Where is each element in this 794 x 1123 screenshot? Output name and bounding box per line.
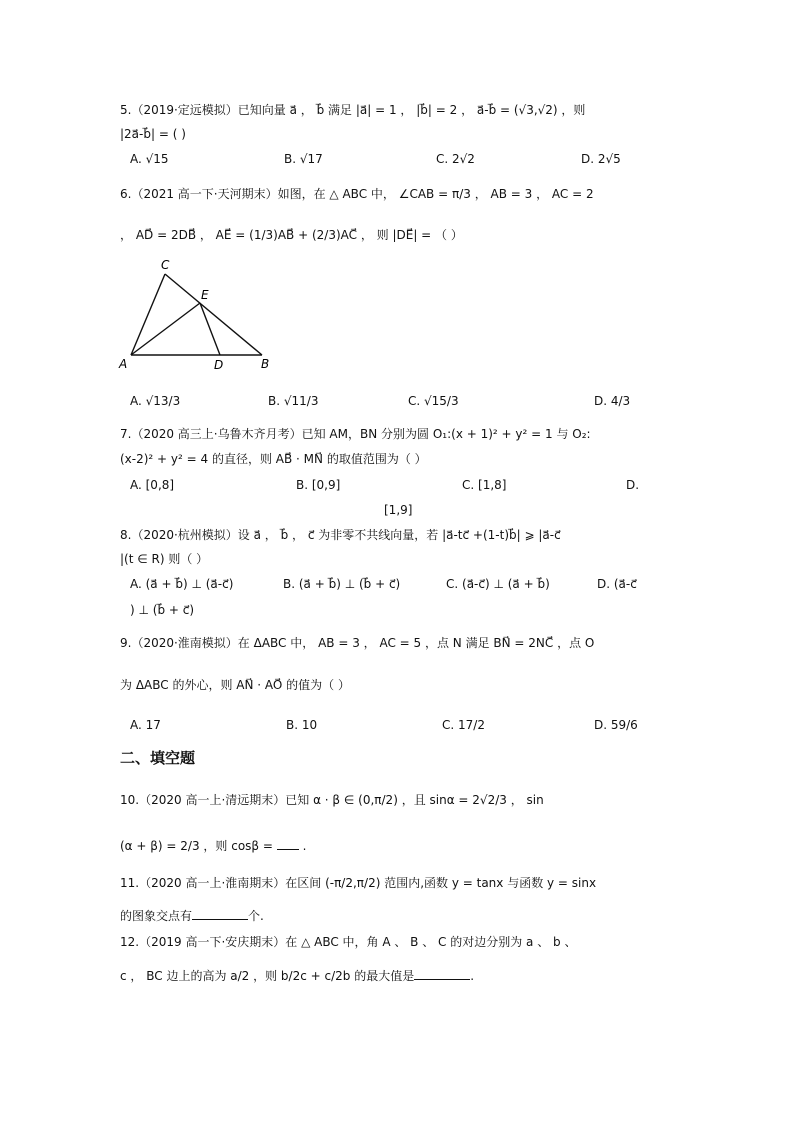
q10-line2-end: . [298,839,307,853]
q10-line2-text: (α + β) = 2/3 ，则 cosβ = [120,839,277,853]
label-b: B [261,357,270,371]
q8-option-d: D. (a⃗-c⃗ [597,577,637,591]
label-e: E [201,288,209,302]
q12-line1: 12.（2019 高一下·安庆期末）在 △ ABC 中，角 A 、 B 、 C 的对边分别为 a 、 b 、 [120,935,577,949]
q6-line2: ， AD⃗ = 2DB⃗ ， AE⃗ = (1/3)AB⃗ + (2/3)AC⃗ ， 则 |DE⃗| = （ ） [120,228,463,242]
q9-option-d: D. 59/6 [594,718,638,732]
q11-line2-text: 的图象交点有 [120,909,193,923]
q6-line1: 6.（2021 高一下·天河期末）如图，在 △ ABC 中， ∠CAB = π/3 ， AB = 3 ， AC = 2 [120,187,594,201]
triangle-figure [110,255,280,375]
q5-option-d: D. 2√5 [581,152,621,166]
q6-option-d: D. 4/3 [594,394,631,408]
q6-option-c: C. √15/3 [408,394,459,408]
q7-option-d: D. [626,478,640,492]
q8-option-d-cont: ) ⊥ (b⃗ + c⃗) [130,603,195,617]
q11-answer-blank[interactable] [192,907,248,920]
q5-line2: |2a⃗-b⃗| = ( ) [120,127,186,141]
q9-option-a: A. 17 [130,718,161,732]
q5-option-a: A. √15 [130,152,169,166]
q10-line2 [120,837,306,855]
q11-line1: 11.（2020 高一上·淮南期末）在区间 (-π/2,π/2) 范围内,函数 y = tanx 与函数 y = sinx [120,876,597,890]
q12-line2 [120,967,474,985]
q10-answer-blank[interactable] [277,837,299,850]
q9-line1: 9.（2020·淮南模拟）在 ΔABC 中， AB = 3 ， AC = 5 ，点 N 满足 BN⃗ = 2NC⃗ ，点 O [120,636,595,650]
q12-answer-blank[interactable] [414,967,470,980]
q6-option-b: B. √11/3 [268,394,319,408]
label-d: D [214,358,224,372]
q7-option-a: A. [0,8] [130,478,175,492]
q9-option-c: C. 17/2 [442,718,485,732]
q8-option-b: B. (a⃗ + b⃗) ⊥ (b⃗ + c⃗) [283,577,401,591]
segment-cb [165,274,262,355]
q11-line2-end: 个. [248,909,264,923]
label-c: C [161,258,170,272]
q9-option-b: B. 10 [286,718,318,732]
q7-line1: 7.（2020 高三上·乌鲁木齐月考）已知 AM，BN 分别为圆 O₁:(x + 1)² + y² = 1 与 O₂: [120,427,591,441]
q10-line1: 10.（2020 高一上·清远期末）已知 α · β ∈ (0,π/2) ，且 sinα = 2√2/3 ， sin [120,793,544,807]
q9-line2: 为 ΔABC 的外心，则 AN⃗ · AO⃗ 的值为（ ） [120,678,350,692]
q5-option-b: B. √17 [284,152,323,166]
q8-option-c: C. (a⃗-c⃗) ⊥ (a⃗ + b⃗) [446,577,550,591]
q7-option-c: C. [1,8] [462,478,507,492]
q12-line2-text: c ， BC 边上的高为 a/2 ，则 b/2c + c/2b 的最大值是 [120,969,415,983]
q7-option-b: B. [0,9] [296,478,341,492]
q11-line2 [120,907,264,925]
q8-line1: 8.（2020·杭州模拟）设 a⃗ ， b⃗ ， c⃗ 为非零不共线向量，若 |a⃗-tc⃗ +(1-t)b⃗| ⩾ |a⃗-c⃗ [120,528,561,542]
section-heading-fill-in: 二、填空题 [120,749,196,767]
q8-option-a: A. (a⃗ + b⃗) ⊥ (a⃗-c⃗) [130,577,234,591]
q5-line1: 5.（2019·定远模拟）已知向量 a⃗ ， b⃗ 满足 |a⃗| = 1 ， |b⃗| = 2 ， a⃗-b⃗ = (√3,√2) ，则 [120,103,586,117]
q5-option-c: C. 2√2 [436,152,475,166]
q12-line2-end: . [470,969,475,983]
label-a: A [119,357,128,371]
q8-line2: |(t ∈ R) 则（ ） [120,552,209,566]
q6-option-a: A. √13/3 [130,394,181,408]
q7-line2: (x-2)² + y² = 4 的直径，则 AB⃗ · MN⃗ 的取值范围为（ ） [120,452,427,466]
q7-option-d-value: [1,9] [384,503,413,517]
